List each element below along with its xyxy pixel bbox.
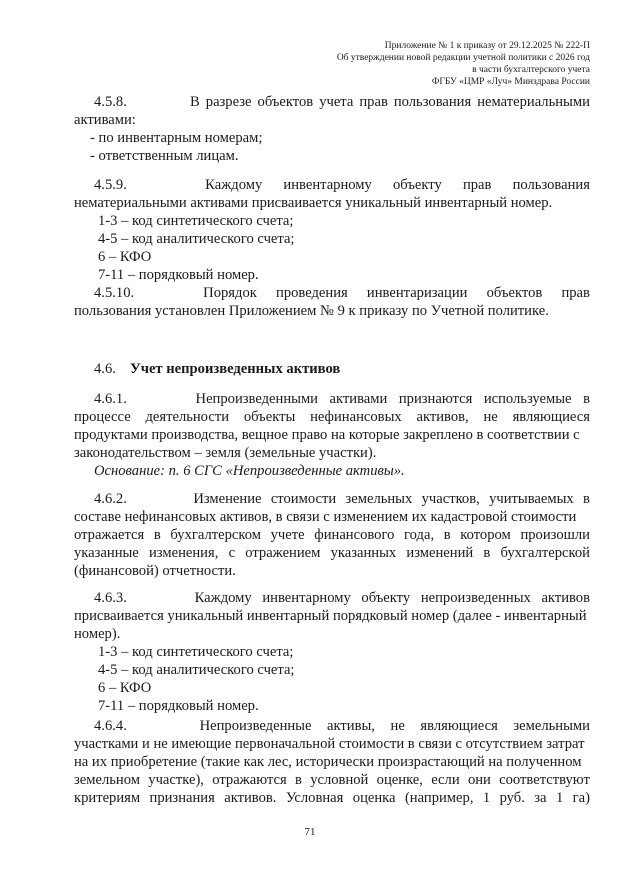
- word: объекты: [243, 409, 296, 425]
- header-line: Об утверждении новой редакции учетной политики с 2026 год: [336, 53, 590, 63]
- word: Каждому: [205, 177, 263, 193]
- word: не: [390, 718, 405, 734]
- word: нефинансовых: [310, 409, 402, 425]
- paragraph-text: нематериальными активами присваивается уникальный инвентарный номер.: [74, 195, 553, 211]
- paragraph-4-5-9-line: [94, 176, 590, 194]
- word: пользования: [393, 94, 472, 110]
- word: котором: [460, 527, 511, 543]
- code-item: 4-5 – код аналитического счета;: [98, 662, 295, 678]
- word: объектов: [257, 94, 314, 110]
- code-item: 6 – КФО: [98, 249, 152, 265]
- page-number: 71: [304, 826, 316, 838]
- paragraph-line: [74, 789, 590, 807]
- paragraph-text: законодательством – земля (земельные участки).: [74, 445, 377, 461]
- word: являющиеся: [512, 409, 590, 425]
- word: активы,: [327, 718, 375, 734]
- word: они: [467, 772, 491, 788]
- word: за: [534, 790, 547, 806]
- paragraph-line: [74, 408, 590, 426]
- code-item: 1-3 – код синтетического счета;: [98, 644, 294, 660]
- word: с: [228, 545, 236, 561]
- word: объекту: [361, 590, 411, 606]
- word: изменений: [406, 545, 474, 561]
- word: земельных: [345, 491, 413, 507]
- word: активов.: [224, 790, 277, 806]
- word: активов: [541, 590, 590, 606]
- word: года,: [404, 527, 435, 543]
- word: инвентарному: [283, 177, 372, 193]
- word: изменения,: [149, 545, 219, 561]
- word: учитываемых: [489, 491, 574, 507]
- header-line: Приложение № 1 к приказу от 29.12.2025 № 222-П: [384, 41, 590, 51]
- word: оценка: [352, 790, 396, 806]
- word: га): [572, 790, 590, 806]
- paragraph-line: [74, 771, 590, 789]
- code-item: 7-11 – порядковый номер.: [98, 267, 259, 283]
- word: признания: [149, 790, 215, 806]
- word: процессе: [74, 409, 131, 425]
- word: активами: [329, 391, 388, 407]
- section-heading: [94, 360, 590, 378]
- header-line: в части бухгалтерского учета: [472, 65, 590, 75]
- word: учете: [270, 527, 305, 543]
- word: 1: [555, 790, 564, 806]
- word: земельном: [74, 772, 140, 788]
- paragraph-text: участками и не имеющие первоначальной стоимости в связи с отсутствием затрат: [74, 736, 585, 752]
- paragraph-4-6-1-line: [94, 390, 590, 408]
- paragraph-4-5-8-line: [94, 93, 590, 111]
- word: активов,: [416, 409, 469, 425]
- word: в: [153, 527, 161, 543]
- word: прав: [561, 285, 590, 301]
- word: признаются: [398, 391, 473, 407]
- word: в: [583, 491, 590, 507]
- code-item: 1-3 – код синтетического счета;: [98, 213, 294, 229]
- word: инвентарному: [262, 590, 351, 606]
- basis-note: Основание: п. 6 СГС «Непроизведенные активы».: [94, 463, 405, 479]
- word: используемые: [483, 391, 572, 407]
- word: прав: [462, 177, 492, 193]
- word: 1: [482, 790, 491, 806]
- list-item: - по инвентарным номерам;: [90, 130, 263, 146]
- word: отражается: [74, 527, 145, 543]
- paragraph-number: 4.6.3.: [94, 590, 127, 606]
- paragraph-text: составе нефинансовых активов, в связи с изменением их кадастровой стоимости: [74, 509, 577, 525]
- word: проведения: [276, 285, 348, 301]
- word: Порядок: [203, 285, 257, 301]
- paragraph-number: 4.5.9.: [94, 177, 127, 193]
- word: непроизведенных: [420, 590, 531, 606]
- word: прав: [359, 94, 388, 110]
- word: если: [431, 772, 460, 788]
- paragraph-4-5-10-line: [94, 284, 590, 302]
- paragraph-4-6-3-line: [94, 589, 590, 607]
- paragraph-text: пользования установлен Приложением № 9 к приказу по Учетной политике.: [74, 303, 549, 319]
- word: В: [190, 94, 200, 110]
- section-title: Учет непроизведенных активов: [130, 361, 341, 377]
- paragraph-number: 4.6.1.: [94, 391, 127, 407]
- word: являющиеся: [420, 718, 498, 734]
- word: Непроизведенные: [199, 718, 312, 734]
- word: соответствуют: [499, 772, 590, 788]
- word: Изменение: [193, 491, 262, 507]
- word: руб.: [499, 790, 525, 806]
- paragraph-line: [74, 544, 590, 562]
- paragraph-number: 4.6.2.: [94, 491, 127, 507]
- word: не: [483, 409, 498, 425]
- word: стоимости: [270, 491, 337, 507]
- code-item: 4-5 – код аналитического счета;: [98, 231, 295, 247]
- paragraph-line: [74, 526, 590, 544]
- paragraph-number: 4.5.8.: [94, 94, 127, 110]
- word: в: [295, 772, 302, 788]
- word: разрезе: [205, 94, 252, 110]
- paragraph-number: 4.6.4.: [94, 718, 127, 734]
- word: земельными: [513, 718, 590, 734]
- word: в: [443, 527, 451, 543]
- word: участков,: [421, 491, 480, 507]
- word: объектов: [486, 285, 543, 301]
- header-line: ФГБУ «ЦМР «Луч» Минздрава России: [431, 77, 590, 87]
- word: учета: [319, 94, 354, 110]
- word: инвентаризации: [366, 285, 468, 301]
- word: в: [483, 545, 491, 561]
- word: объекту: [393, 177, 442, 193]
- code-item: 7-11 – порядковый номер.: [98, 698, 259, 714]
- paragraph-text: номер).: [74, 626, 121, 642]
- paragraph-number: 4.5.10.: [94, 285, 135, 301]
- word: указанных: [330, 545, 397, 561]
- word: бухгалтерской: [500, 545, 590, 561]
- word: (например,: [404, 790, 474, 806]
- list-item: - ответственным лицам.: [90, 148, 239, 164]
- paragraph-text: (финансовой) отчетности.: [74, 563, 236, 579]
- word: пользования: [512, 177, 590, 193]
- word: критериям: [74, 790, 141, 806]
- paragraph-4-6-2-line: [94, 490, 590, 508]
- word: Условная: [285, 790, 344, 806]
- word: указанные: [74, 545, 139, 561]
- word: участке),: [148, 772, 204, 788]
- word: деятельности: [145, 409, 230, 425]
- word: Каждому: [194, 590, 252, 606]
- word: произошли: [520, 527, 590, 543]
- word: нематериальными: [477, 94, 590, 110]
- document-header: [337, 40, 590, 88]
- word: бухгалтерском: [170, 527, 261, 543]
- section-number: 4.6.: [94, 361, 116, 377]
- word: оценке,: [376, 772, 423, 788]
- word: финансового: [314, 527, 395, 543]
- code-item: 6 – КФО: [98, 680, 152, 696]
- paragraph-text: продуктами производства, вещное право на которые закреплено в соответствии с: [74, 427, 580, 443]
- paragraph-text: на их приобретение (такие как лес, исторически произрастающий на полученном: [74, 754, 582, 770]
- word: Непроизведенными: [195, 391, 318, 407]
- word: условной: [310, 772, 369, 788]
- word: отражаются: [212, 772, 287, 788]
- paragraph-4-6-4-line: [94, 717, 590, 735]
- paragraph-text: активами:: [74, 112, 136, 128]
- paragraph-text: присваивается уникальный инвентарный порядковый номер (далее - инвентарный: [74, 608, 587, 624]
- word: отражением: [245, 545, 321, 561]
- word: в: [583, 391, 590, 407]
